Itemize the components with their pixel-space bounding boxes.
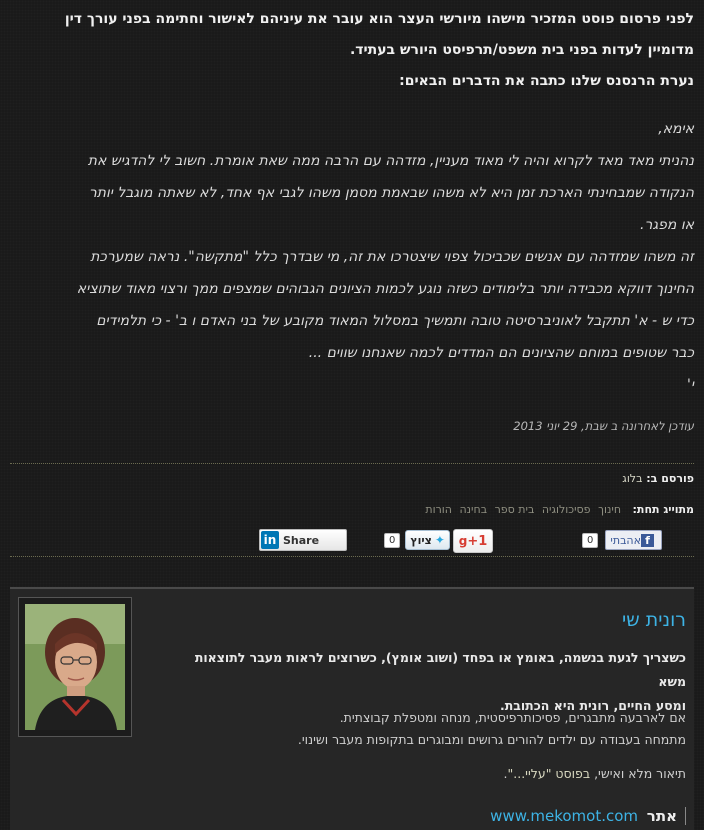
tags-row — [421, 503, 694, 516]
quoted-letter — [4, 113, 694, 401]
intro-line: נערת הרנסנס שלנו כתבה את הדברים הבאים: — [399, 73, 694, 89]
intro-line: מדומיין לעדות בפני בית משפט/תרפיסט היורש בעתיד. — [349, 42, 694, 58]
author-more — [504, 766, 686, 781]
facebook-like-button[interactable] — [605, 530, 662, 550]
author-photo — [25, 604, 125, 730]
website-label: אתר — [646, 807, 677, 825]
google-plus-label: +1 — [467, 534, 488, 549]
letter-line: החינוך דווקא מכבידה יותר בלימודים כשזה נוגע לכמות הציונים הגבוהים שמצפים ממך ורצוי מאוד שתוציא — [76, 281, 694, 297]
author-tagline-line: כשצריך לגעת בנשמה, באומץ או בפחד (ושוב אומץ), כשרוצים לראות מעבר לתוצאות משא — [194, 650, 686, 689]
facebook-like-widget — [582, 530, 662, 550]
tweet-button[interactable] — [405, 530, 450, 550]
about-post-link[interactable]: בפוסט "עליי..." — [507, 766, 591, 781]
linkedin-icon: in — [261, 531, 279, 549]
author-box — [10, 587, 694, 830]
website-link[interactable]: www.mekomot.com — [490, 807, 639, 825]
tweet-widget — [384, 530, 450, 550]
letter-line: כדי ש - א' תתקבל לאוניברסיטה טובה ותמשיך במסלול המאוד מקובע של בני האדם ו ב' - כי תלמידים — [96, 313, 694, 329]
author-more-prefix: תיאור מלא ואישי, — [594, 766, 686, 781]
linkedin-share-button[interactable] — [259, 529, 347, 551]
post-intro — [4, 4, 694, 97]
posted-in-label: פורסם ב: — [646, 472, 694, 485]
tag-link[interactable]: חינוך — [598, 503, 622, 516]
linkedin-share-label: Share — [283, 533, 320, 547]
letter-line: נהניתי מאד מאד לקרוא והיה לי מאוד מעניין, מזדהה עם הרבה ממה שאת אומרת. חשוב לי להדגיש את — [87, 153, 694, 169]
author-bio — [166, 707, 686, 751]
author-bio-line: אם לארבעה מתבגרים, פסיכותרפיסטית, מנחה ומטפלת קבוצתית. — [339, 710, 686, 725]
tags-label: מתוייג תחת: — [632, 503, 694, 516]
author-website — [490, 807, 686, 825]
facebook-like-label: אהבתי — [610, 533, 641, 547]
tag-link[interactable]: בית ספר — [494, 503, 535, 516]
divider — [10, 463, 694, 464]
letter-line: י' — [687, 377, 694, 393]
category-link[interactable]: בלוג — [622, 472, 643, 485]
google-plus-icon: g — [458, 534, 468, 548]
facebook-like-count: 0 — [582, 533, 598, 548]
letter-line: או מפגר. — [640, 217, 694, 233]
tag-link[interactable]: בחינה — [459, 503, 488, 516]
facebook-icon: f — [641, 534, 654, 547]
share-bar — [0, 528, 704, 554]
last-updated: עודכן לאחרונה ב שבת, 29 יוני 2013 — [513, 419, 694, 433]
tag-link[interactable]: הורות — [425, 503, 452, 516]
tweet-label: ציוץ — [410, 533, 432, 547]
author-bio-line: מתמחה בעבודה עם ילדים להורים גרושים ומבוגרים בתקופות מעבר ושינוי. — [297, 732, 686, 747]
tag-link[interactable]: פסיכולוגיה — [541, 503, 591, 516]
letter-line: כבר שטופים במוחם שהציונים הם המדדים לכמה שאנחנו שווים ... — [308, 345, 694, 361]
letter-line: אימא, — [658, 121, 694, 137]
author-tagline-line: ומסע החיים, רונית היא הכתובת. — [499, 698, 686, 713]
author-photo-frame — [18, 597, 132, 737]
letter-line: הנקודה שמבחינתי הארכת זמן היא לא משהו שבאמת מסמן משהו לגבי אף אחד, לא שאתה מוגבל יותר — [88, 185, 694, 201]
twitter-bird-icon: ✦ — [434, 533, 445, 547]
author-more-suffix: . — [503, 766, 508, 781]
divider — [10, 556, 694, 557]
posted-in — [622, 472, 694, 485]
intro-line: לפני פרסום פוסט המזכיר מישהו מיורשי העצר הוא עובר את עיניהם לאישור וחתימה בפני עורך דין — [64, 11, 694, 27]
tweet-count: 0 — [384, 533, 400, 548]
author-name[interactable]: רונית שי — [622, 609, 686, 631]
author-portrait — [25, 604, 125, 730]
google-plus-button[interactable] — [453, 529, 493, 553]
letter-line: זה משהו שמזדהה עם אנשים שכביכול צפוי שיצטרכו את זה, מי שבדרך כלל "מתקשה". נראה שמערכת — [90, 249, 694, 265]
